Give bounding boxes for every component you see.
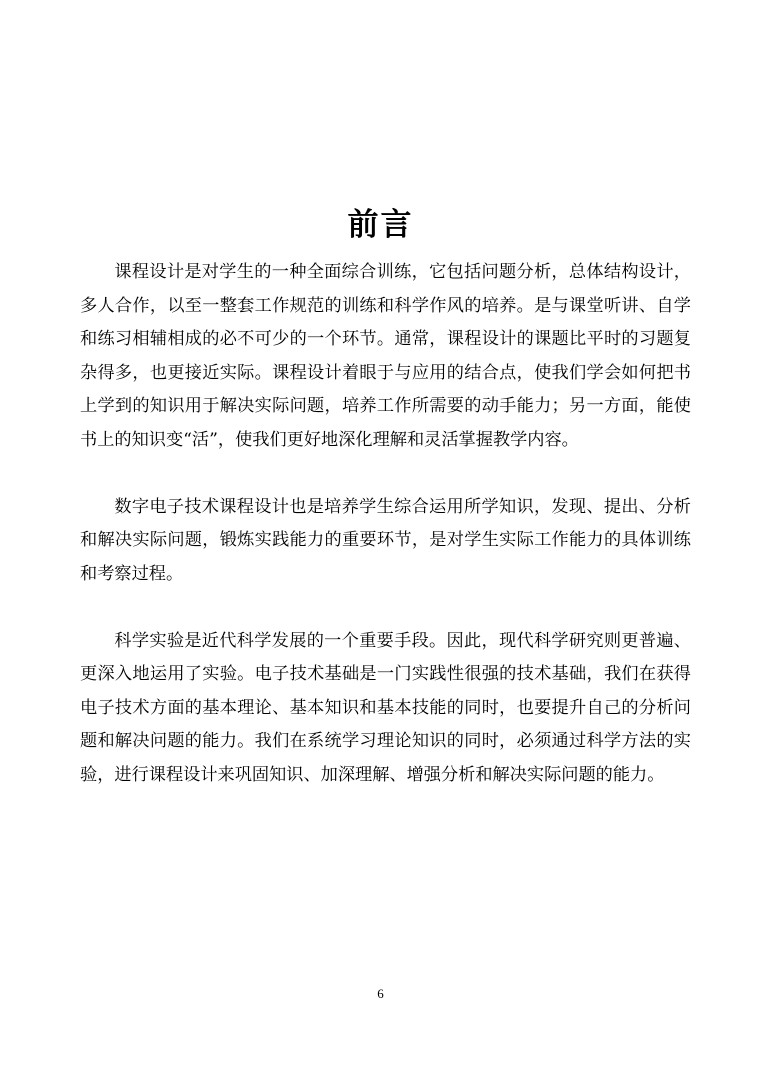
page-number: 6 — [377, 986, 384, 1001]
paragraph-1: 课程设计是对学生的一种全面综合训练，它包括问题分析，总体结构设计，多人合作，以至一整套工作规范的训练和科学作风的培养。是与课堂听讲、自学和练习相辅相成的必不可少的一个环节。通常，课程设计的课题比平时的习题复杂得多，也更接近实际。课程设计着眼于与应用的结合点，使我们学会如何把书上学到的知识用于解决实际问题，培养工作所需要的动手能力；另一方面，能使书上的知识变“活”，使我们更好地深化理解和灵活掌握教学内容。 — [80, 262, 691, 450]
paragraph-spacer — [80, 457, 691, 491]
page-title: 前言 — [347, 206, 414, 243]
paragraph-spacer — [80, 591, 691, 625]
paragraph-3: 科学实验是近代科学发展的一个重要手段。因此，现代科学研究则更普遍、更深入地运用了实验。电子技术基础是一门实践性很强的技术基础，我们在获得电子技术方面的基本理论、基本知识和基本技能的同时，也要提升自己的分析问题和解决问题的能力。我们在系统学习理论知识的同时，必须通过科学方法的实验，进行课程设计来巩固知识、加深理解、增强分析和解决实际问题的能力。 — [80, 630, 691, 785]
body-content — [80, 256, 691, 792]
paragraph-2: 数字电子技术课程设计也是培养学生综合运用所学知识，发现、提出、分析和解决实际问题，锻炼实践能力的重要环节，是对学生实际工作能力的具体训练和考察过程。 — [80, 496, 691, 584]
